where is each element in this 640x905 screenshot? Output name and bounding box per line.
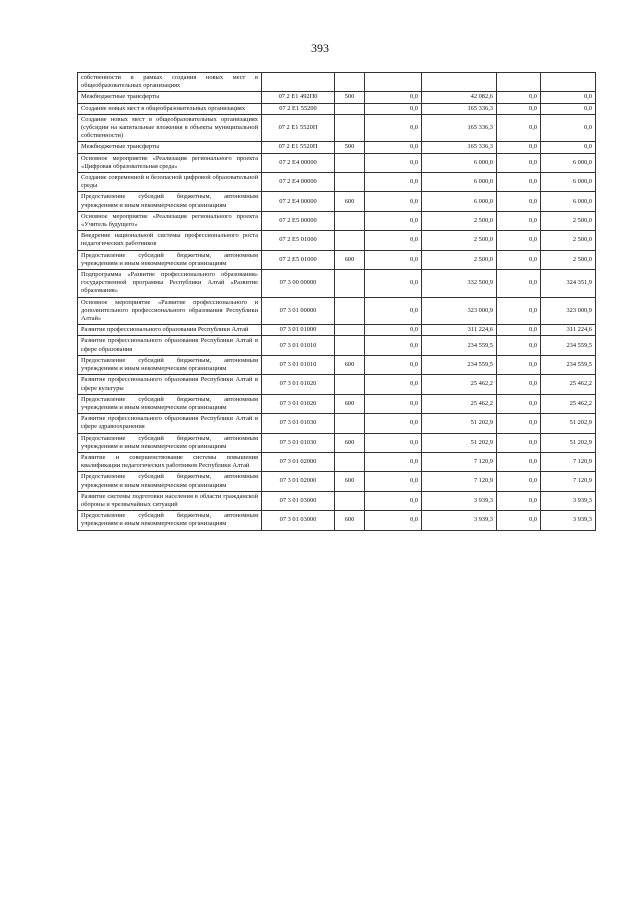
table-row <box>78 92 596 103</box>
value-1-cell: 0,0 <box>365 414 422 433</box>
expense-type-cell: 600 <box>335 472 365 491</box>
item-name-cell: Подпрограмма «Развитие профессионального образования» государственной программы Республики Алтай «Развитие образования» <box>78 270 262 298</box>
value-2-cell: 6 000,0 <box>422 173 497 192</box>
item-name-cell: Предоставление субсидий бюджетным, автономным учреждениям и иным некоммерческим организациям <box>78 511 262 530</box>
value-3-cell: 0,0 <box>497 452 541 471</box>
value-2-cell: 51 202,9 <box>422 414 497 433</box>
value-3-cell: 0,0 <box>497 375 541 394</box>
target-code-cell: 07 2 E1 492П0 <box>262 92 335 103</box>
value-1-cell: 0,0 <box>365 114 422 142</box>
item-name-cell: Развитие профессионального образования Республики Алтай в сфере культуры <box>78 375 262 394</box>
table-row <box>78 355 596 374</box>
value-4-cell: 311 224,6 <box>541 325 596 336</box>
item-name-cell: Межбюджетные трансферты <box>78 142 262 153</box>
item-name-cell: Предоставление субсидий бюджетным, автономным учреждениям и иным некоммерческим организациям <box>78 355 262 374</box>
target-code-cell: 07 2 E5 01000 <box>262 250 335 269</box>
item-name-cell: Предоставление субсидий бюджетным, автономным учреждениям и иным некоммерческим организациям <box>78 192 262 211</box>
expense-type-cell <box>335 114 365 142</box>
target-code-cell: 07 2 E4 00000 <box>262 153 335 172</box>
item-name-cell: Межбюджетные трансферты <box>78 92 262 103</box>
item-name-cell: Основное мероприятие «Реализация регионального проекта «Учитель будущего» <box>78 211 262 230</box>
value-4-cell: 2 500,0 <box>541 250 596 269</box>
value-1-cell: 0,0 <box>365 153 422 172</box>
value-3-cell <box>497 73 541 92</box>
value-3-cell: 0,0 <box>497 173 541 192</box>
item-name-cell: Основное мероприятие «Реализация регионального проекта «Цифровая образовательная среда» <box>78 153 262 172</box>
target-code-cell: 07 3 01 02000 <box>262 472 335 491</box>
expense-type-cell: 600 <box>335 355 365 374</box>
value-2-cell: 165 336,3 <box>422 142 497 153</box>
value-1-cell: 0,0 <box>365 375 422 394</box>
expense-type-cell <box>335 325 365 336</box>
target-code-cell: 07 3 01 01000 <box>262 325 335 336</box>
value-1-cell: 0,0 <box>365 192 422 211</box>
item-name-cell: Развитие профессионального образования Республики Алтай в сфере здравоохранения <box>78 414 262 433</box>
value-4-cell: 0,0 <box>541 114 596 142</box>
table-row <box>78 511 596 530</box>
expense-type-cell <box>335 270 365 298</box>
expense-type-cell: 600 <box>335 250 365 269</box>
table-row <box>78 231 596 250</box>
value-3-cell: 0,0 <box>497 433 541 452</box>
expense-type-cell: 500 <box>335 142 365 153</box>
item-name-cell: Развитие системы подготовки населения в области гражданской обороны и чрезвычайных ситуаций <box>78 491 262 510</box>
value-3-cell: 0,0 <box>497 192 541 211</box>
expense-type-cell <box>335 211 365 230</box>
expense-type-cell: 600 <box>335 433 365 452</box>
value-1-cell: 0,0 <box>365 511 422 530</box>
target-code-cell: 07 2 E4 00000 <box>262 192 335 211</box>
table-row <box>78 472 596 491</box>
value-3-cell: 0,0 <box>497 472 541 491</box>
value-1-cell: 0,0 <box>365 211 422 230</box>
item-name-cell: Создание новых мест в общеобразовательных организациях (субсидии на капитальные вложения в объекты муниципальной собственности) <box>78 114 262 142</box>
value-3-cell: 0,0 <box>497 297 541 325</box>
table-row <box>78 211 596 230</box>
table-row <box>78 250 596 269</box>
item-name-cell: собственности в рамках создания новых мест в общеобразовательных организациях <box>78 73 262 92</box>
value-4-cell: 51 202,9 <box>541 433 596 452</box>
value-4-cell: 3 939,3 <box>541 491 596 510</box>
value-4-cell: 323 000,9 <box>541 297 596 325</box>
value-2-cell: 2 500,0 <box>422 250 497 269</box>
item-name-cell: Развитие профессионального образования Республики Алтай <box>78 325 262 336</box>
table-row <box>78 414 596 433</box>
value-4-cell: 324 351,9 <box>541 270 596 298</box>
table-row <box>78 114 596 142</box>
value-2-cell: 234 559,5 <box>422 355 497 374</box>
value-1-cell: 0,0 <box>365 142 422 153</box>
table-row <box>78 270 596 298</box>
target-code-cell: 07 3 01 01010 <box>262 355 335 374</box>
value-2-cell: 7 120,9 <box>422 472 497 491</box>
value-1-cell: 0,0 <box>365 472 422 491</box>
value-1-cell: 0,0 <box>365 270 422 298</box>
value-4-cell: 25 462,2 <box>541 394 596 413</box>
expense-type-cell <box>335 73 365 92</box>
target-code-cell: 07 3 01 01030 <box>262 433 335 452</box>
target-code-cell: 07 3 01 02000 <box>262 452 335 471</box>
value-2-cell: 3 939,3 <box>422 491 497 510</box>
value-3-cell: 0,0 <box>497 153 541 172</box>
target-code-cell: 07 3 01 00000 <box>262 297 335 325</box>
value-2-cell: 25 462,2 <box>422 375 497 394</box>
value-1-cell: 0,0 <box>365 355 422 374</box>
target-code-cell: 07 3 01 01030 <box>262 414 335 433</box>
value-2-cell: 323 000,9 <box>422 297 497 325</box>
value-2-cell: 25 462,2 <box>422 394 497 413</box>
value-3-cell: 0,0 <box>497 270 541 298</box>
page-number: 393 <box>311 41 329 55</box>
target-code-cell <box>262 73 335 92</box>
target-code-cell: 07 2 E5 00000 <box>262 211 335 230</box>
table-row <box>78 153 596 172</box>
expense-type-cell <box>335 153 365 172</box>
value-3-cell: 0,0 <box>497 414 541 433</box>
table-row <box>78 336 596 355</box>
value-3-cell: 0,0 <box>497 511 541 530</box>
item-name-cell: Создание новых мест в общеобразовательных организациях <box>78 103 262 114</box>
target-code-cell: 07 3 01 01020 <box>262 394 335 413</box>
value-1-cell: 0,0 <box>365 452 422 471</box>
table-row <box>78 192 596 211</box>
value-2-cell: 234 559,5 <box>422 336 497 355</box>
value-4-cell: 234 559,5 <box>541 336 596 355</box>
item-name-cell: Предоставление субсидий бюджетным, автономным учреждениям и иным некоммерческим организациям <box>78 394 262 413</box>
target-code-cell: 07 2 E1 55200 <box>262 103 335 114</box>
value-3-cell: 0,0 <box>497 142 541 153</box>
value-1-cell: 0,0 <box>365 491 422 510</box>
item-name-cell: Предоставление субсидий бюджетным, автономным учреждениям и иным некоммерческим организациям <box>78 472 262 491</box>
table-row <box>78 433 596 452</box>
value-2-cell: 165 336,3 <box>422 114 497 142</box>
value-4-cell: 2 500,0 <box>541 231 596 250</box>
item-name-cell: Основное мероприятие «Развитие профессионального и дополнительного профессионального образования Республики Алтай» <box>78 297 262 325</box>
expense-type-cell <box>335 297 365 325</box>
value-2-cell: 311 224,6 <box>422 325 497 336</box>
table-row <box>78 73 596 92</box>
table-row <box>78 142 596 153</box>
expense-type-cell: 500 <box>335 92 365 103</box>
value-3-cell: 0,0 <box>497 355 541 374</box>
value-1-cell: 0,0 <box>365 433 422 452</box>
target-code-cell: 07 3 00 00000 <box>262 270 335 298</box>
value-4-cell: 3 939,3 <box>541 511 596 530</box>
value-3-cell: 0,0 <box>497 250 541 269</box>
target-code-cell: 07 3 01 01020 <box>262 375 335 394</box>
table-row <box>78 375 596 394</box>
value-4-cell: 6 000,0 <box>541 173 596 192</box>
table-row <box>78 103 596 114</box>
value-3-cell: 0,0 <box>497 231 541 250</box>
value-3-cell: 0,0 <box>497 325 541 336</box>
value-1-cell: 0,0 <box>365 173 422 192</box>
expense-type-cell <box>335 173 365 192</box>
expense-type-cell: 600 <box>335 511 365 530</box>
value-4-cell: 7 120,9 <box>541 452 596 471</box>
value-4-cell: 2 500,0 <box>541 211 596 230</box>
value-4-cell: 7 120,9 <box>541 472 596 491</box>
value-2-cell: 6 000,0 <box>422 153 497 172</box>
value-3-cell: 0,0 <box>497 103 541 114</box>
table-row <box>78 491 596 510</box>
table-row <box>78 325 596 336</box>
item-name-cell: Развитие профессионального образования Республики Алтай в сфере образования <box>78 336 262 355</box>
value-4-cell: 0,0 <box>541 92 596 103</box>
value-2-cell: 7 120,9 <box>422 452 497 471</box>
value-3-cell: 0,0 <box>497 394 541 413</box>
item-name-cell: Предоставление субсидий бюджетным, автономным учреждениям и иным некоммерческим организациям <box>78 250 262 269</box>
table-row <box>78 297 596 325</box>
table-row <box>78 452 596 471</box>
budget-table-body <box>78 73 596 531</box>
item-name-cell: Создание современной и безопасной цифровой образовательной среды <box>78 173 262 192</box>
value-3-cell: 0,0 <box>497 92 541 103</box>
value-1-cell: 0,0 <box>365 103 422 114</box>
value-4-cell: 25 462,2 <box>541 375 596 394</box>
target-code-cell: 07 2 E1 5520П <box>262 114 335 142</box>
value-2-cell: 51 202,9 <box>422 433 497 452</box>
value-2-cell: 332 500,9 <box>422 270 497 298</box>
target-code-cell: 07 3 01 03000 <box>262 491 335 510</box>
value-2-cell: 6 000,0 <box>422 192 497 211</box>
value-4-cell: 6 000,0 <box>541 192 596 211</box>
expense-type-cell: 600 <box>335 394 365 413</box>
target-code-cell: 07 2 E5 01000 <box>262 231 335 250</box>
expense-type-cell <box>335 103 365 114</box>
expense-type-cell <box>335 491 365 510</box>
value-2-cell: 3 939,3 <box>422 511 497 530</box>
value-1-cell: 0,0 <box>365 297 422 325</box>
item-name-cell: Предоставление субсидий бюджетным, автономным учреждениям и иным некоммерческим организациям <box>78 433 262 452</box>
item-name-cell: Развитие и совершенствование системы повышения квалификации педагогических работников Республики Алтай <box>78 452 262 471</box>
value-1-cell: 0,0 <box>365 231 422 250</box>
target-code-cell: 07 3 01 03000 <box>262 511 335 530</box>
expense-type-cell <box>335 231 365 250</box>
table-row <box>78 173 596 192</box>
target-code-cell: 07 2 E4 00000 <box>262 173 335 192</box>
value-2-cell: 42 082,6 <box>422 92 497 103</box>
value-1-cell: 0,0 <box>365 394 422 413</box>
expense-type-cell <box>335 336 365 355</box>
value-2-cell: 2 500,0 <box>422 211 497 230</box>
value-1-cell: 0,0 <box>365 250 422 269</box>
value-1-cell: 0,0 <box>365 92 422 103</box>
value-1-cell: 0,0 <box>365 336 422 355</box>
budget-table <box>77 72 596 531</box>
item-name-cell: Внедрение национальной системы профессионального роста педагогических работников <box>78 231 262 250</box>
value-4-cell: 234 559,5 <box>541 355 596 374</box>
table-row <box>78 394 596 413</box>
value-2-cell <box>422 73 497 92</box>
value-3-cell: 0,0 <box>497 114 541 142</box>
value-1-cell: 0,0 <box>365 325 422 336</box>
value-4-cell: 51 202,9 <box>541 414 596 433</box>
value-2-cell: 165 336,3 <box>422 103 497 114</box>
expense-type-cell <box>335 375 365 394</box>
value-3-cell: 0,0 <box>497 491 541 510</box>
expense-type-cell: 600 <box>335 192 365 211</box>
value-4-cell: 6 000,0 <box>541 153 596 172</box>
value-4-cell <box>541 73 596 92</box>
value-2-cell: 2 500,0 <box>422 231 497 250</box>
value-3-cell: 0,0 <box>497 336 541 355</box>
expense-type-cell <box>335 452 365 471</box>
value-3-cell: 0,0 <box>497 211 541 230</box>
value-4-cell: 0,0 <box>541 103 596 114</box>
target-code-cell: 07 3 01 01010 <box>262 336 335 355</box>
target-code-cell: 07 2 E1 5520П <box>262 142 335 153</box>
value-4-cell: 0,0 <box>541 142 596 153</box>
value-1-cell <box>365 73 422 92</box>
expense-type-cell <box>335 414 365 433</box>
